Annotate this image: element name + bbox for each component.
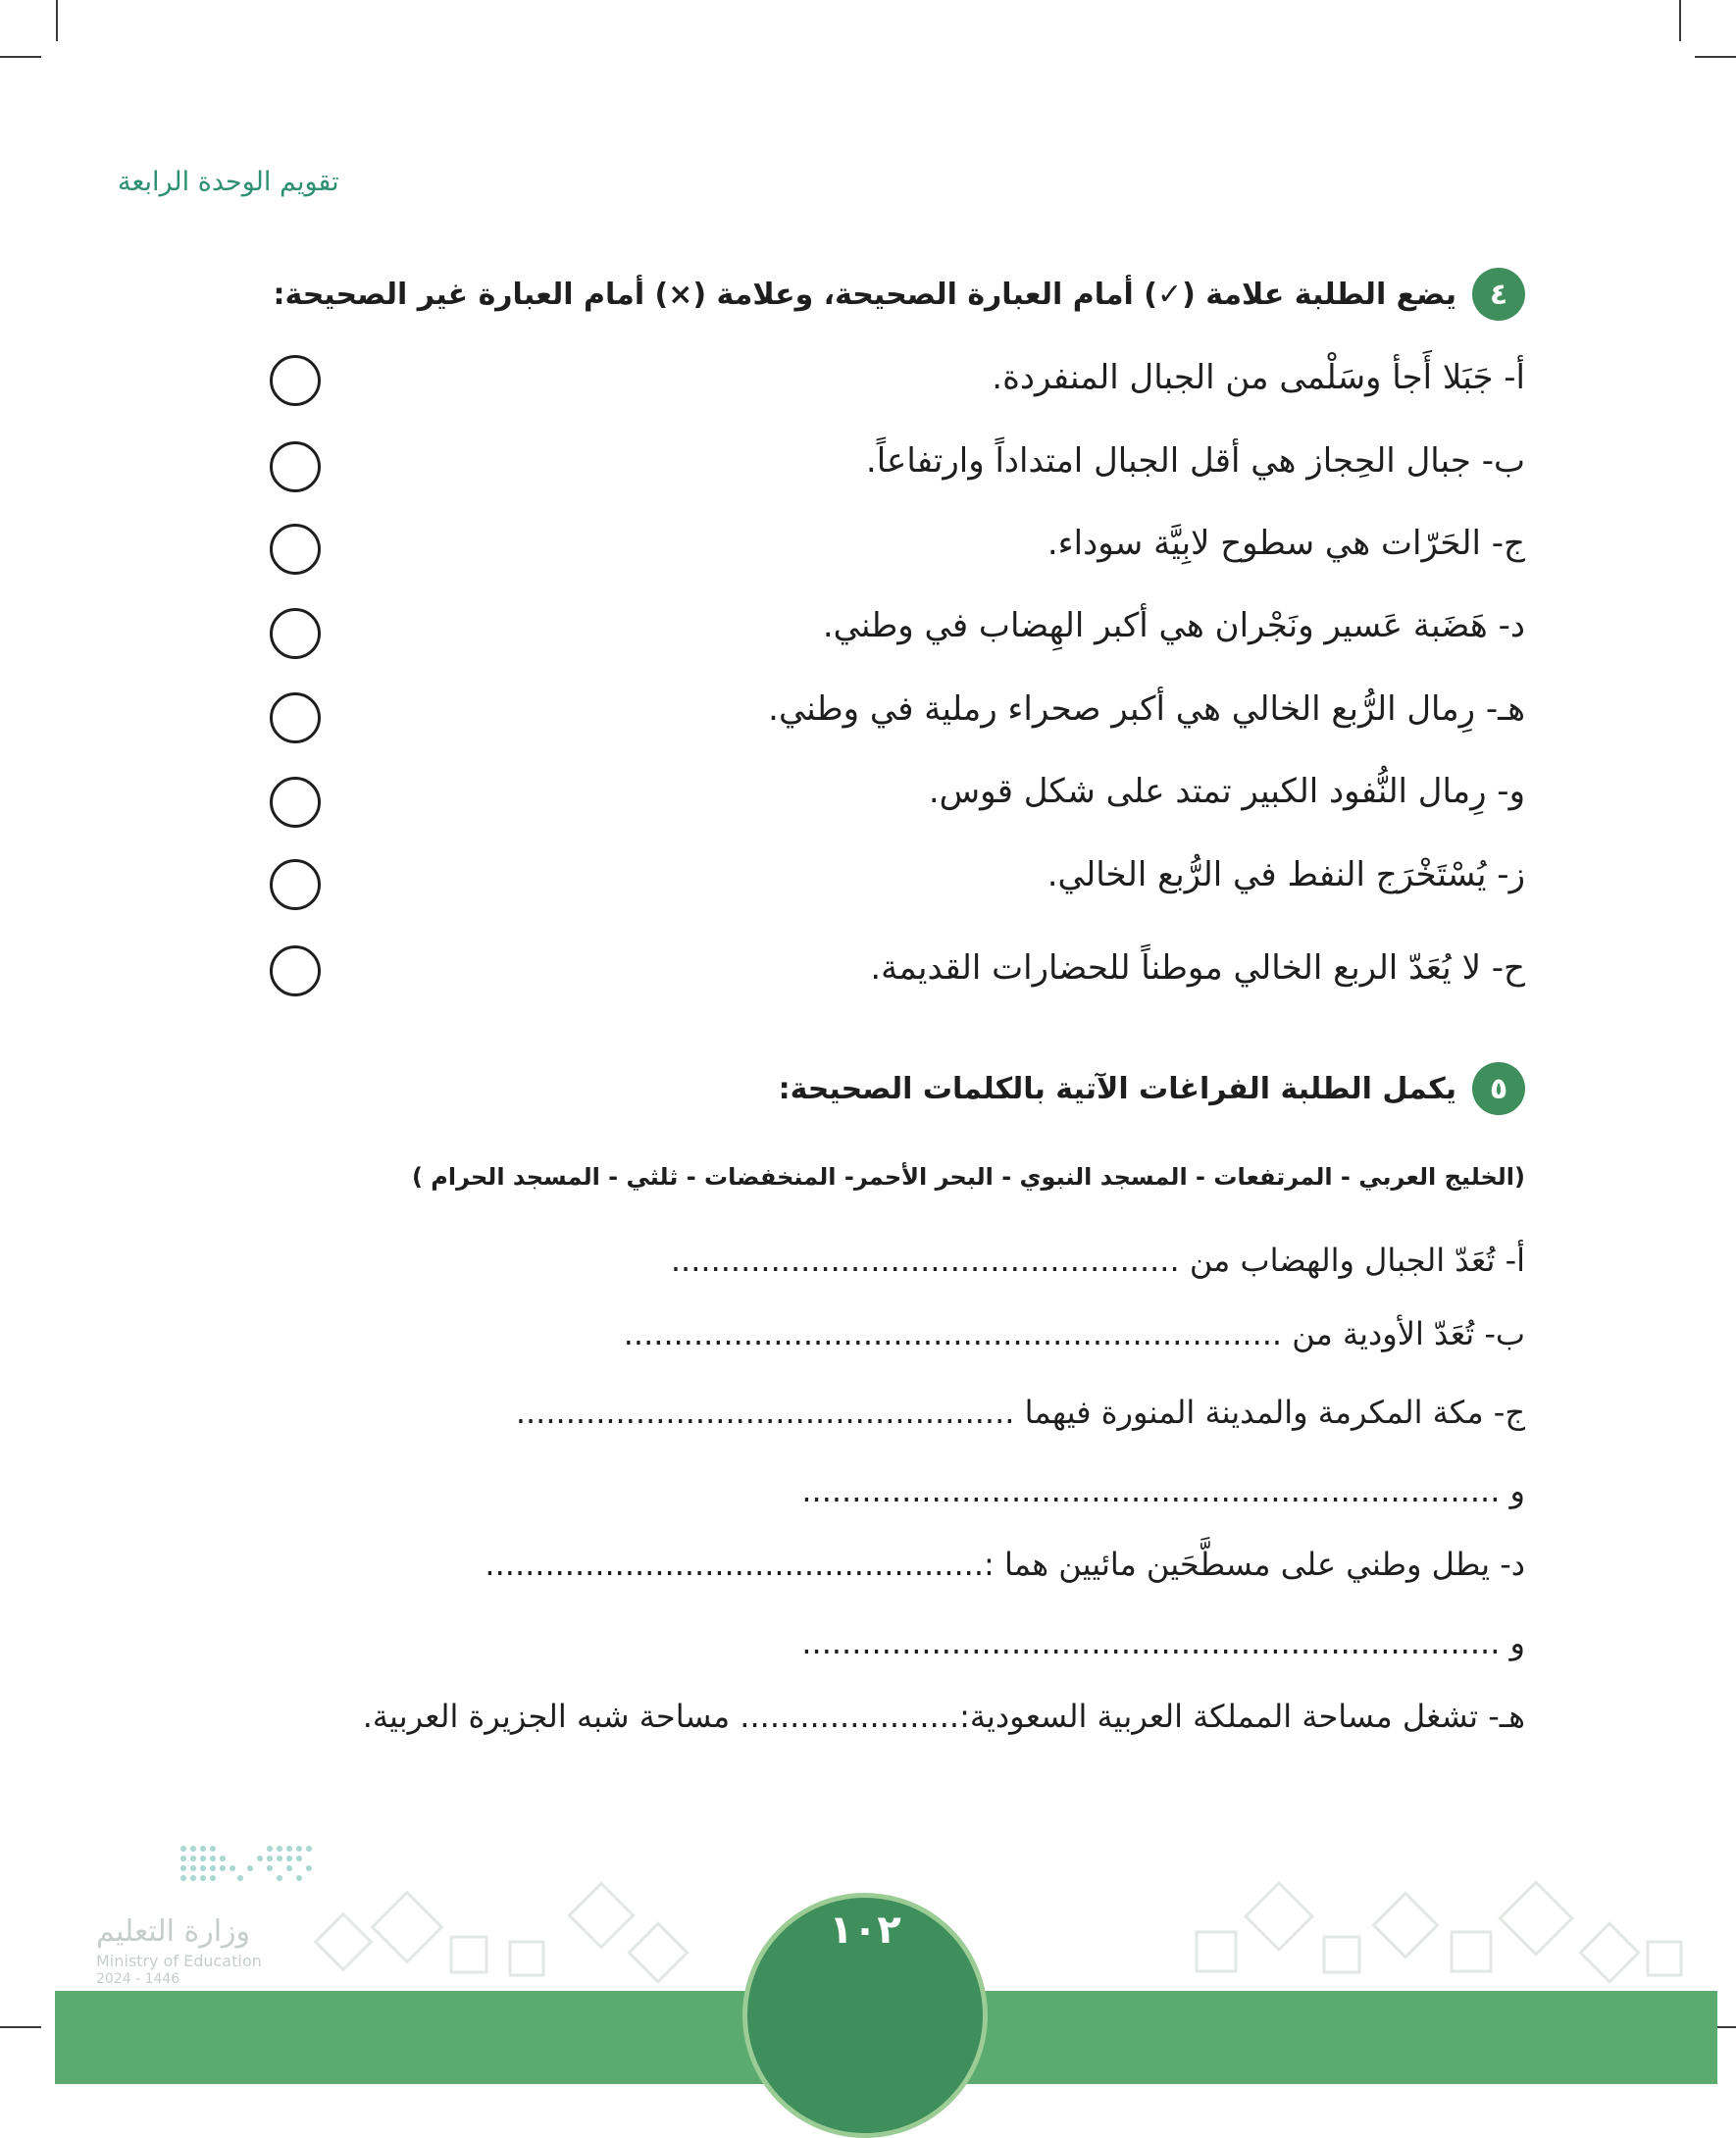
answer-circle[interactable] [270,608,321,659]
fill-blank-item[interactable]: و ...................................................................... [801,1624,1525,1661]
statement: أ- جَبَلا أَجأ وسَلْمى من الجبال المنفردة. [992,358,1525,397]
fill-blank-item[interactable]: ب- تُعَدّ الأودية من .................................................................. [623,1315,1525,1352]
question-number-badge: ٤ [1472,268,1525,321]
statement: و- رِمال النُّفود الكبير تمتد على شكل قوس. [928,772,1525,811]
fill-blank-item[interactable]: أ- تُعَدّ الجبال والهضاب من ................................................... [670,1242,1525,1279]
page-number: ١٠٢ [829,1908,901,1953]
statement: ج- الحَرّات هي سطوح لابِيَّة سوداء. [1047,524,1525,563]
crop-mark [1679,0,1681,41]
fill-blank-item[interactable]: و ...................................................................... [801,1472,1525,1509]
ministry-logo-arabic: وزارة التعليم [96,1914,251,1949]
statement: ز- يُسْتَخْرَج النفط في الرُّبع الخالي. [1047,855,1525,894]
statement: ح- لا يُعَدّ الربع الخالي موطناً للحضارات القديمة. [870,948,1525,988]
fill-blank-item[interactable]: ج- مكة المكرمة والمدينة المنورة فيهما .................................................. [515,1394,1525,1431]
statement: د- هَضَبة عَسير ونَجْران هي أكبر الهِضاب في وطني. [822,606,1525,645]
crop-mark [0,56,41,58]
crop-mark [1695,56,1736,58]
statement: هـ- رِمال الرُّبع الخالي هي أكبر صحراء رملية في وطني. [768,689,1525,729]
answer-circle[interactable] [270,355,321,406]
answer-circle[interactable] [270,524,321,575]
unit-title: تقويم الوحدة الرابعة [118,167,339,197]
question-instruction: يضع الطلبة علامة (✓) أمام العبارة الصحيحة، وعلامة (×) أمام العبارة غير الصحيحة: [273,277,1456,312]
answer-circle[interactable] [270,441,321,492]
question-number-badge: ٥ [1472,1062,1525,1115]
crop-mark [56,0,58,41]
ministry-logo-year: 2024 - 1446 [96,1971,180,1987]
statement: ب- جبال الحِجاز هي أقل الجبال امتداداً وارتفاعاً. [865,441,1525,481]
question-instruction: يكمل الطلبة الفراغات الآتية بالكلمات الصحيحة: [778,1071,1456,1106]
question-5-header [779,1059,1525,1118]
answer-circle[interactable] [270,859,321,910]
answer-circle[interactable] [270,945,321,996]
fill-blank-item[interactable]: هـ- تشغل مساحة المملكة العربية السعودية:...................... مساحة شبه الجزيرة العربية. [362,1698,1525,1735]
answer-circle[interactable] [270,692,321,743]
crop-mark [0,2026,41,2028]
fill-blank-item[interactable]: د- يطل وطني على مسطَّحَين مائيين هما :.................................................. [485,1546,1525,1583]
question-4-header [274,265,1526,324]
answer-circle[interactable] [270,777,321,828]
word-bank: (الخليج العربي - المرتفعات - المسجد النبوي - البحر الأحمر- المنخفضات - ثلثي - المسجد الحرام ) [411,1163,1525,1191]
ministry-logo-english: Ministry of Education [96,1952,262,1970]
decorative-pattern [294,1863,1716,2001]
